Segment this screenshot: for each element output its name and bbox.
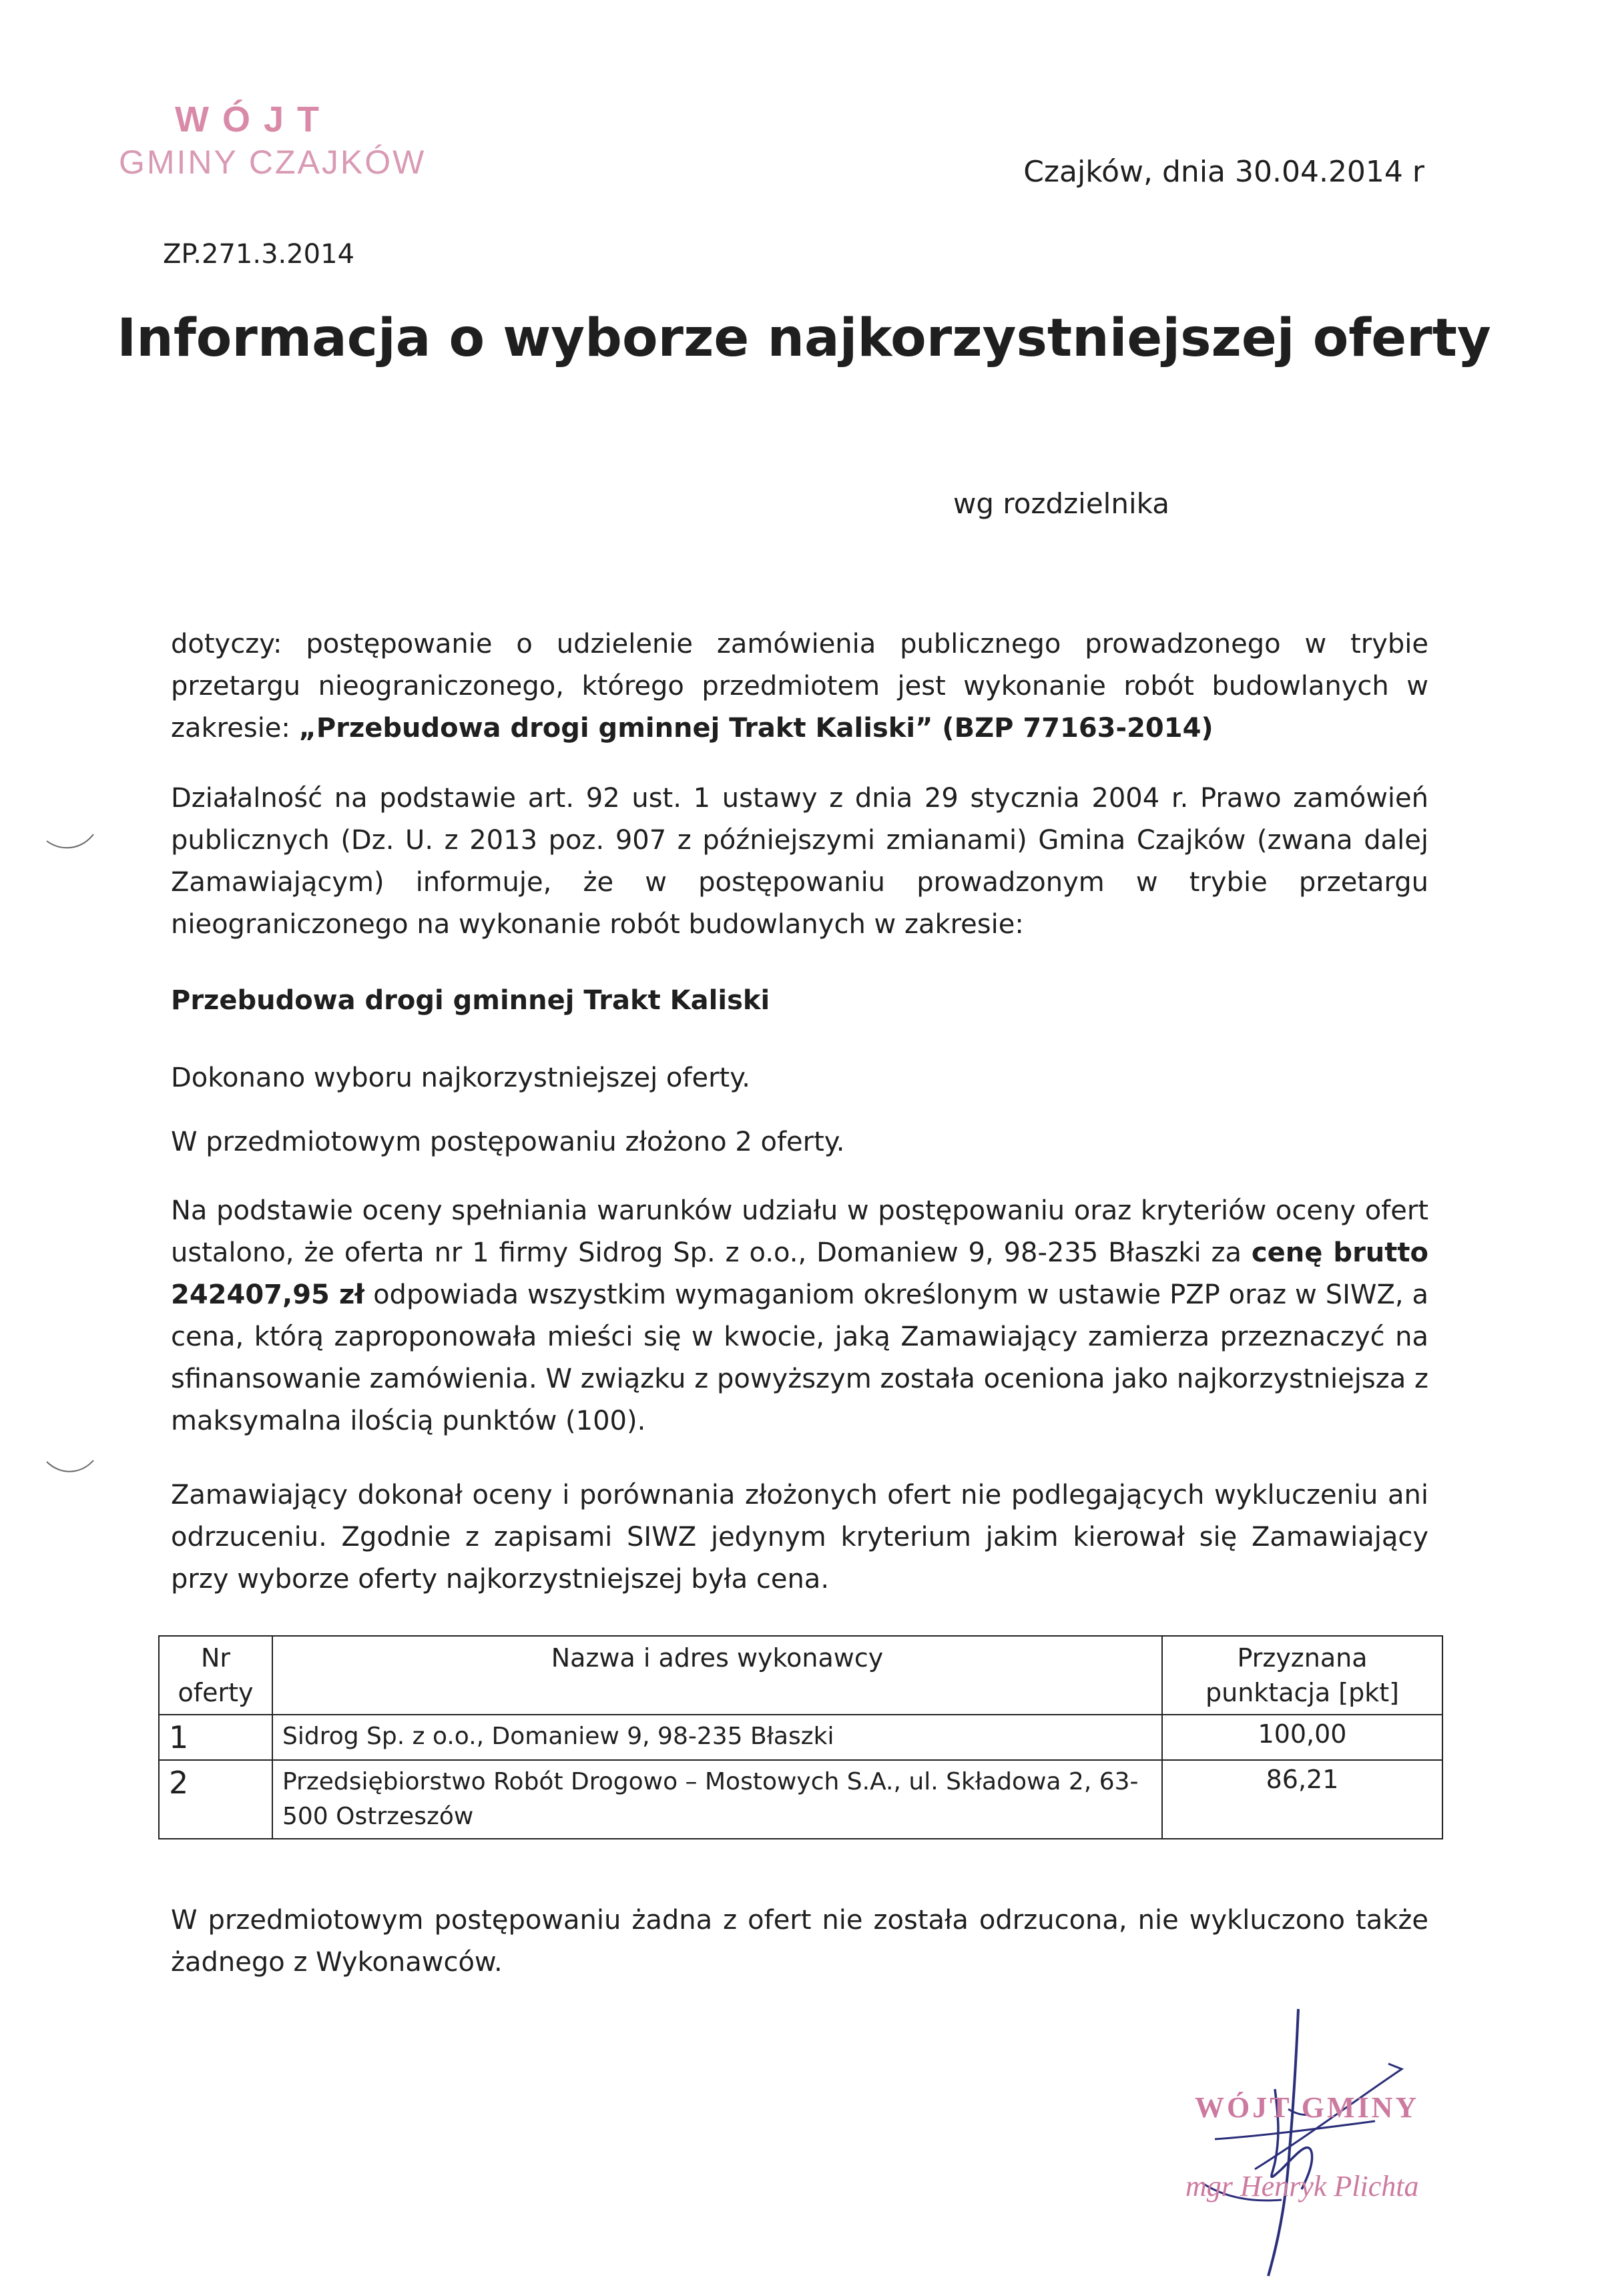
table-row <box>159 1760 1442 1839</box>
table-row <box>159 1715 1442 1760</box>
stamp-title: WÓJT <box>175 99 332 139</box>
offers-table <box>158 1635 1443 1839</box>
paragraph-evaluation-a: Na podstawie oceny spełniania warunków udziału w postępowaniu oraz kryteriów oceny ofert ustalono, że oferta nr 1 firmy Sidrog Sp. z o.o., Domaniew 9, 98-235 Błaszki za <box>171 1195 1428 1268</box>
paragraph-legal-basis: Działalność na podstawie art. 92 ust. 1 ustawy z dnia 29 stycznia 2004 r. Prawo zamówień publicznych (Dz. U. z 2013 poz. 907 z późniejszymi zmianami) Gmina Czajków (zwana dalej Zamawiającym) informuje, że w postępowaniu prowadzonym w trybie przetargu nieograniczonego na wykonanie robót budowlanych w zakresie: <box>171 783 1428 940</box>
stamp-subtitle: GMINY CZAJKÓW <box>119 144 427 181</box>
table-header-row <box>159 1636 1442 1715</box>
cell-nr: 1 <box>159 1715 272 1760</box>
paragraph-subject-text: dotyczy: postępowanie o udzielenie zamówienia publicznego prowadzonego w trybie przetargu nieograniczonego, którego przedmiotem jest wykonanie robót budowlanych w zakresie: <box>171 629 1428 744</box>
cell-name: Przedsiębiorstwo Robót Drogowo – Mostowych S.A., ul. Składowa 2, 63-500 Ostrzeszów <box>272 1760 1162 1839</box>
recipient-line: wg rozdzielnika <box>953 487 1169 520</box>
column-header-name: Nazwa i adres wykonawcy <box>272 1636 1162 1715</box>
punch-mark-upper <box>40 821 107 861</box>
paragraph-evaluation-price: cenę brutto 242407,95 zł <box>171 1237 1428 1310</box>
punch-mark-lower <box>40 1448 107 1488</box>
document-title: Informacja o wyborze najkorzystniejszej oferty <box>117 308 1491 368</box>
paragraph-evaluation-b: odpowiada wszystkim wymaganiom określonym w ustawie PZP oraz w SIWZ, a cena, którą zaproponowała mieści się w kwocie, jaką Zamawiający zamierza przeznaczyć na sfinansowanie zamówienia. W związku z powyższym została oceniona jako najkorzystniejsza z maksymalna ilością punktów (100). <box>171 1279 1429 1436</box>
cell-score: 100,00 <box>1162 1715 1442 1760</box>
paragraph-selection: Dokonano wyboru najkorzystniejszej oferty. <box>171 1063 750 1093</box>
cell-score: 86,21 <box>1162 1760 1442 1839</box>
paragraph-evaluation <box>171 1190 1428 1442</box>
cell-name: Sidrog Sp. z o.o., Domaniew 9, 98-235 Błaszki <box>272 1715 1162 1760</box>
paragraph-closing: W przedmiotowym postępowaniu żadna z ofert nie została odrzucona, nie wykluczono także żadnego z Wykonawców. <box>171 1905 1428 1978</box>
signature-name: mgr Henryk Plichta <box>1185 2170 1419 2203</box>
signature-title: WÓJT GMINY <box>1195 2091 1420 2124</box>
paragraph-subject-bold: „Przebudowa drogi gminnej Trakt Kaliski” (BZP 77163-2014) <box>298 713 1214 744</box>
cell-nr: 2 <box>159 1760 272 1839</box>
paragraph-offer-count: W przedmiotowym postępowaniu złożono 2 oferty. <box>171 1127 845 1157</box>
project-name: Przebudowa drogi gminnej Trakt Kaliski <box>171 985 770 1016</box>
paragraph-subject <box>171 623 1428 750</box>
handwritten-signature <box>1175 2002 1442 2296</box>
reference-number: ZP.271.3.2014 <box>163 239 355 270</box>
column-header-nr: Nr oferty <box>159 1636 272 1715</box>
document-date: Czajków, dnia 30.04.2014 r <box>1023 155 1424 189</box>
column-header-score: Przyznana punktacja [pkt] <box>1162 1636 1442 1715</box>
paragraph-criteria: Zamawiający dokonał oceny i porównania złożonych ofert nie podlegających wykluczeniu ani odrzuceniu. Zgodnie z zapisami SIWZ jedynym kryterium jakim kierował się Zamawiający przy wyborze oferty najkorzystniejszej była cena. <box>171 1480 1428 1595</box>
